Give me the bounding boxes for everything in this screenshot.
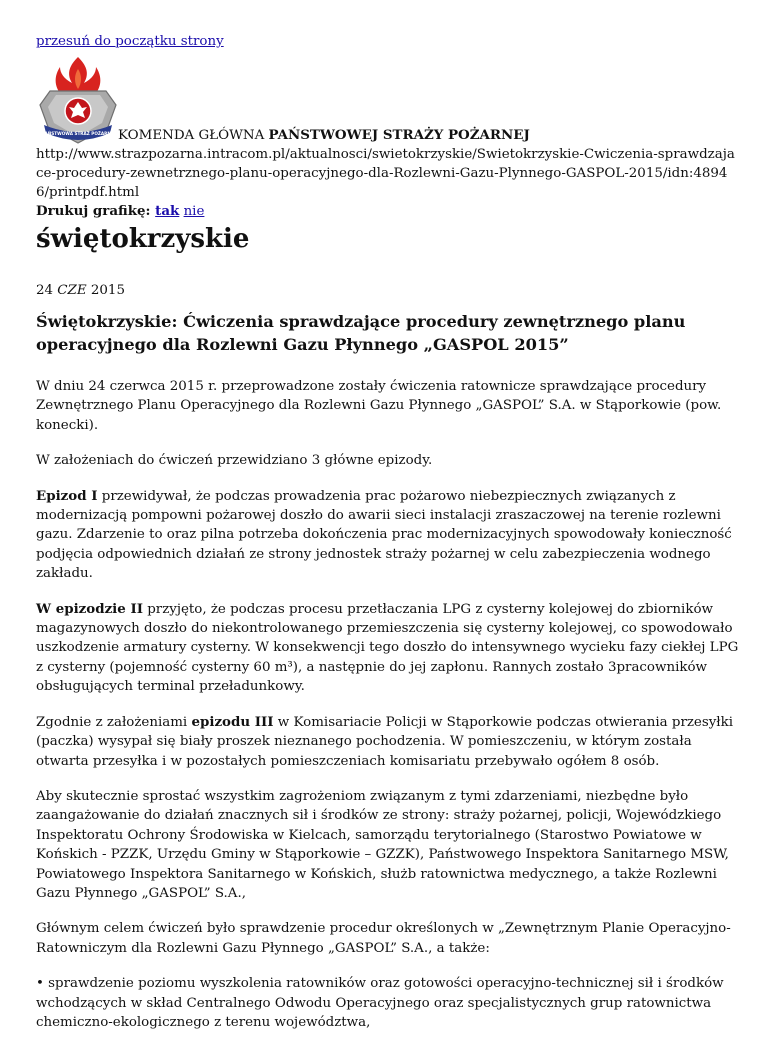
paragraph-episode-1: Epizod I przewidywał, że podczas prowadzenia prac pożarowo niebezpiecznych związanych z modernizacją pompowni pożarowej doszło do awarii sieci instalacji zraszaczowej na terenie rozlewni gazu. Zdarzenie to oraz pilna potrzeba dokończenia prac modernizacyjnych spowodowały konieczność podjęcia odpowiednich działań ze strony jednostek straży pożarnej w celu zabezpieczenia wodnego zakładu. <box>36 487 732 582</box>
print-graphics-row <box>36 204 204 219</box>
paragraph-episode-3: Zgodnie z założeniami epizodu III w Komisariacie Policji w Stąporkowie podczas otwierania przesyłki (paczka) wysypał się biały proszek nieznanego pochodzenia. W pomieszczeniu, w którym została otwarta przesyłka i w pozostałych pomieszczeniach komisariatu przebywało ogółem 8 osób. <box>36 713 733 769</box>
paragraph-goal: Głównym celem ćwiczeń było sprawdzenie procedur określonych w „Zewnętrznym Planie Operacyjno-Ratowniczym dla Rozlewni Gazu Płynnego „GASPOL” S.A., a także: <box>36 921 731 956</box>
print-header <box>36 126 748 221</box>
print-graphics-yes-link[interactable]: tak <box>155 203 180 219</box>
svg-text:PAŃSTWOWA STRAŻ POŻARNA: PAŃSTWOWA STRAŻ POŻARNA <box>41 131 115 136</box>
back-to-top-link[interactable]: przesuń do początku strony <box>36 34 224 49</box>
paragraph-forces: Aby skutecznie sprostać wszystkim zagrożeniom związanym z tymi zdarzeniami, niezbędne było zaangażowanie do działań znacznych sił i środków ze strony: straży pożarnej, policji, Wojewódzkiego Inspektoratu Ochrony Środowiska w Kielcach, samorządu terytorialnego (Starostwo Powiatowe w Końskich - PZZK, Urzędu Gminy w Stąporkowie – GZZK), Państwowego Inspektora Sanitarnego MSW, Powiatowego Inspektora Sanitarnego w Końskich, służb ratownictwa medycznego, a także Rozlewni Gazu Płynnego „GASPOL” S.A., <box>36 788 729 901</box>
paragraph-episodes: W założeniach do ćwiczeń przewidziano 3 główne epizody. <box>36 453 433 469</box>
article-body <box>36 377 748 1048</box>
article-title: Świętokrzyskie: Ćwiczenia sprawdzające procedury zewnętrznego planu operacyjnego dla Rozlewni Gazu Płynnego „GASPOL 2015” <box>36 312 686 354</box>
publication-date: 24 CZE 2015 <box>36 283 125 298</box>
paragraph-episode-2: W epizodzie II przyjęto, że podczas procesu przetłaczania LPG z cysterny kolejowej do zbiorników magazynowych doszło do niekontrolowanego przemieszczenia się cysterny kolejowej, co spowodowało uszkodzenie armatury cysterny. W konsekwencji tego doszło do intensywnego wycieku fazy ciekłej LPG z cysterny (pojemność cysterny 60 m³), a następnie do jej zapłonu. Rannych zostało 3pracowników obsługujących terminal przeładunkowy. <box>36 600 739 695</box>
paragraph-bullet-1: • sprawdzenie poziomu wyszkolenia ratowników oraz gotowości operacyjno-technicznej sił i środków wchodzących w skład Centralnego Odwodu Operacyjnego oraz specjalistycznych grup ratownictwa chemiczno-ekologicznego z terenu województwa, <box>36 976 724 1030</box>
paragraph-intro: W dniu 24 czerwca 2015 r. przeprowadzone zostały ćwiczenia ratownicze sprawdzające procedury Zewnętrznego Planu Operacyjnego dla Rozlewni Gazu Płynnego „GASPOL” S.A. w Stąporkowie (pow. konecki). <box>36 379 722 433</box>
print-graphics-label: Drukuj grafikę: <box>36 203 156 219</box>
page-url: http://www.strazpozarna.intracom.pl/aktualnosci/swietokrzyskie/Swietokrzyskie-Cwiczenia-sprawdzajace-procedury-zewnetrznego-planu-operacyjnego-dla-Rozlewni-Gazu-Plynnego-GASPOL-2015/idn:48946/printpdf.html <box>36 147 735 200</box>
agency-name: KOMENDA GŁÓWNA PAŃSTWOWEJ STRAŻY POŻARNEJ <box>118 127 530 143</box>
category-heading: świętokrzyskie <box>36 224 250 254</box>
print-graphics-no-link[interactable]: nie <box>183 204 205 219</box>
